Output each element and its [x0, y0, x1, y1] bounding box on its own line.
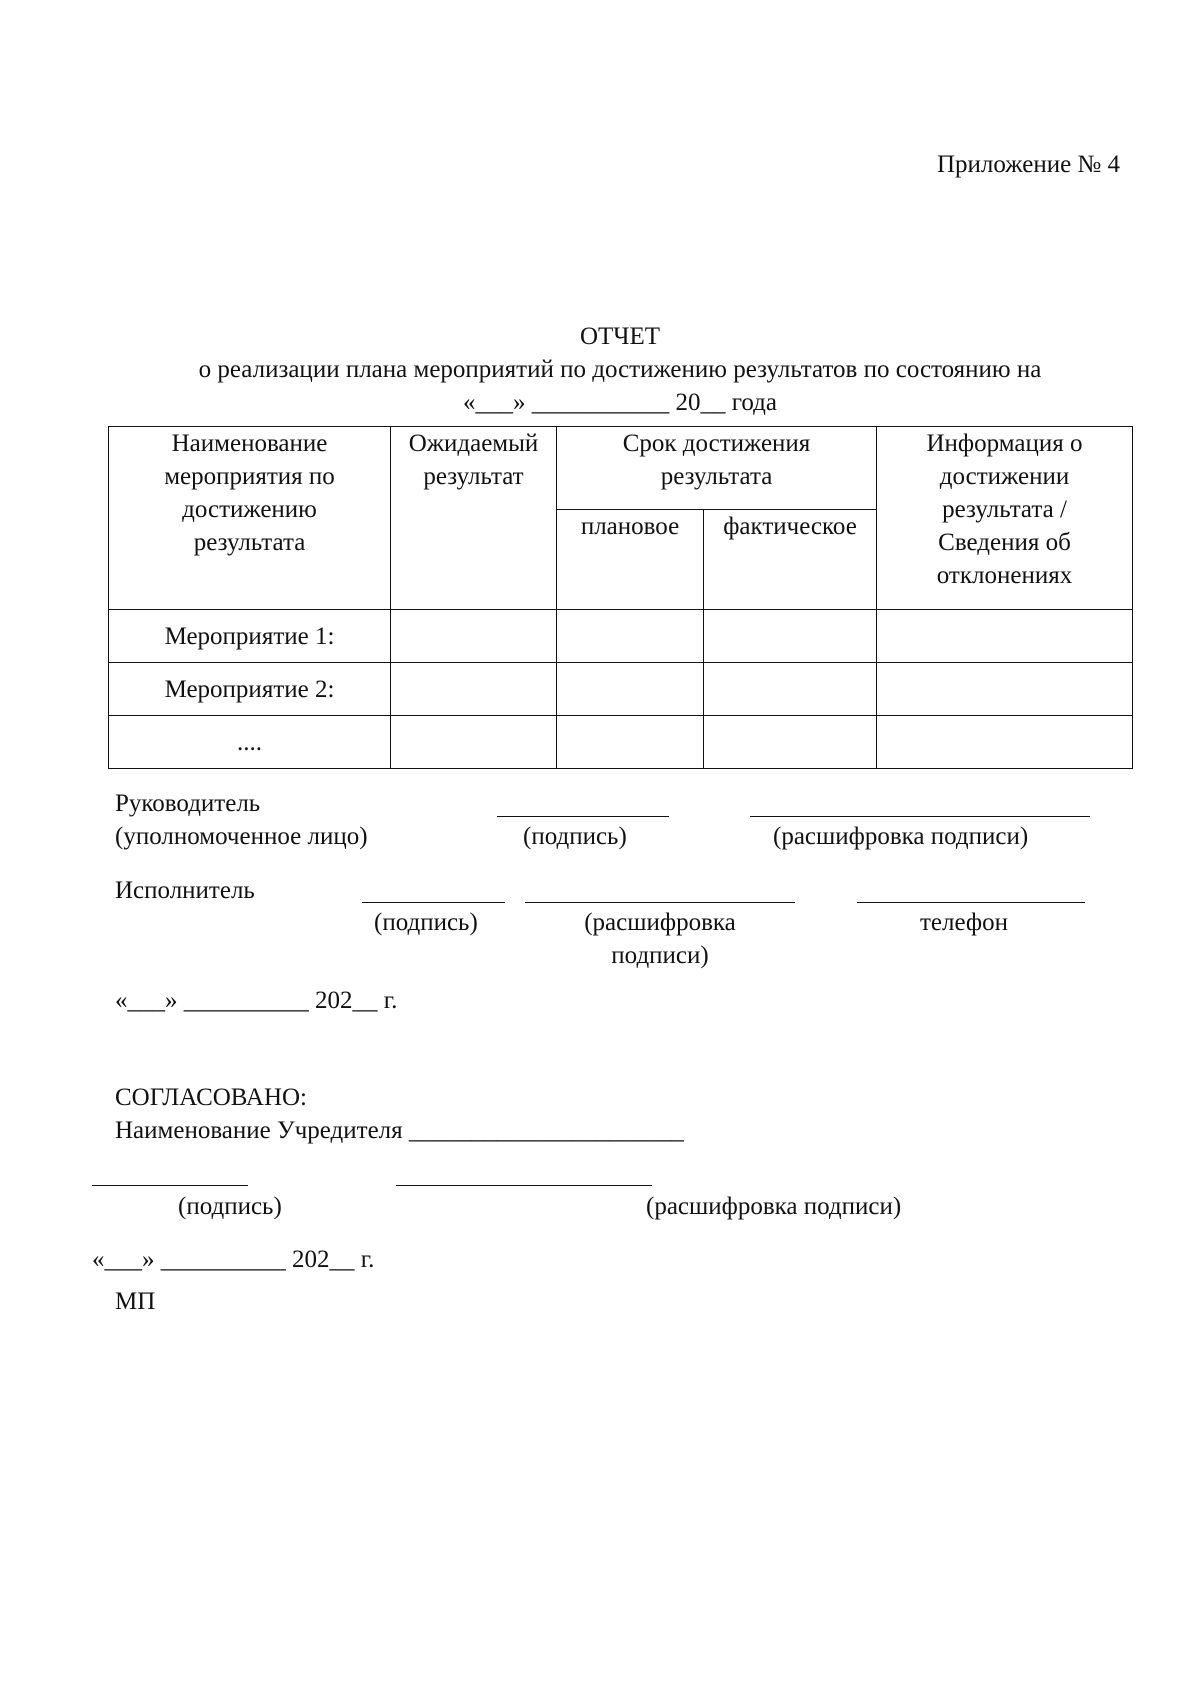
table-cell	[704, 663, 877, 716]
row-label: ....	[109, 716, 391, 769]
row-label: Мероприятие 1:	[109, 610, 391, 663]
table-cell	[391, 716, 557, 769]
executor-phone-line	[857, 902, 1085, 903]
header-expected-result: Ожидаемый результат	[391, 427, 557, 610]
table-cell	[877, 610, 1133, 663]
table-cell	[877, 716, 1133, 769]
head-label-authorized: (уполномоченное лицо)	[115, 823, 368, 850]
stamp-place: МП	[115, 1288, 156, 1315]
appendix-number: Приложение № 4	[937, 151, 1121, 178]
header-achievement-info: Информация о достижении результата / Сведения об отклонениях	[877, 427, 1133, 610]
report-date-line: «___» ___________ 20__ года	[463, 389, 777, 416]
row-label: Мероприятие 2:	[109, 663, 391, 716]
header-term-actual: фактическое	[704, 510, 877, 610]
executor-decode-line	[525, 902, 795, 903]
report-heading: ОТЧЕТ	[579, 323, 661, 350]
head-signature-caption: (подпись)	[523, 823, 627, 850]
table-row	[109, 716, 1133, 769]
table-cell	[557, 663, 704, 716]
report-subtitle: о реализации плана мероприятий по достижению результатов по состоянию на	[198, 356, 1042, 383]
head-label: Руководитель	[115, 790, 261, 817]
executor-date: «___» __________ 202__ г.	[115, 987, 398, 1014]
table-cell	[557, 716, 704, 769]
approval-signature-line	[92, 1185, 248, 1186]
head-decode-caption: (расшифровка подписи)	[773, 823, 1029, 850]
header-achievement-term: Срок достижения результата	[557, 427, 877, 510]
table-cell	[877, 663, 1133, 716]
executor-label: Исполнитель	[115, 877, 255, 904]
table-cell	[704, 610, 877, 663]
table-cell	[391, 610, 557, 663]
executor-signature-caption: (подпись)	[374, 909, 478, 936]
executor-decode-caption: (расшифровка подписи)	[584, 909, 736, 969]
approval-signature-caption: (подпись)	[178, 1193, 282, 1220]
executor-signature-line	[362, 902, 505, 903]
head-decode-line	[750, 816, 1090, 817]
report-table	[108, 426, 1133, 769]
executor-phone-caption: телефон	[920, 909, 1008, 936]
table-row	[109, 663, 1133, 716]
head-signature-line	[497, 816, 669, 817]
approval-date: «___» __________ 202__ г.	[92, 1246, 375, 1273]
approved-label: СОГЛАСОВАНО:	[115, 1084, 308, 1111]
approval-decode-caption: (расшифровка подписи)	[646, 1193, 902, 1220]
header-activity-name: Наименование мероприятия по достижению результата	[109, 427, 391, 610]
table-row	[109, 610, 1133, 663]
approval-decode-line	[396, 1185, 652, 1186]
table-cell	[557, 610, 704, 663]
header-term-planned: плановое	[557, 510, 704, 610]
table-cell	[704, 716, 877, 769]
founder-name-line: Наименование Учредителя ______________________	[115, 1117, 684, 1144]
table-cell	[391, 663, 557, 716]
